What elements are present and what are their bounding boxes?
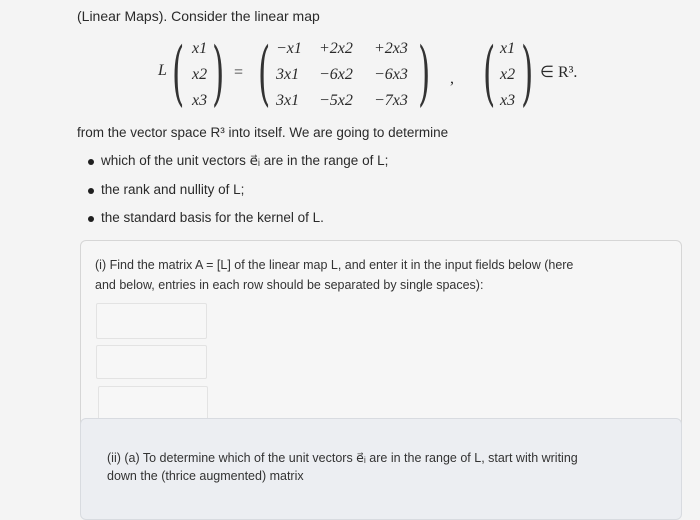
part-i-prompt-line2: and below, entries in each row should be separated by single spaces):	[95, 278, 484, 292]
right-paren: )	[418, 32, 431, 114]
left-paren: (	[483, 32, 496, 114]
matrix-row-1-input[interactable]	[96, 303, 207, 339]
left-paren: (	[258, 32, 271, 114]
bullet-dot	[88, 188, 94, 194]
problem-heading: (Linear Maps). Consider the linear map	[77, 8, 320, 24]
matrix-entry: −5x2	[319, 92, 353, 109]
matrix-entry: −6x2	[319, 66, 353, 83]
equals-sign: =	[234, 64, 244, 81]
matrix-entry: +2x3	[374, 40, 408, 57]
description-from-line: from the vector space R³ into itself. We are going to determine	[77, 125, 449, 140]
left-paren: (	[172, 32, 185, 114]
bullet-item: the standard basis for the kernel of L.	[101, 210, 324, 225]
part-i-prompt-line1: (i) Find the matrix A = [L] of the linear map L, and enter it in the input fields below (here	[95, 258, 574, 272]
vector-entry: x2	[192, 66, 208, 83]
right-paren: )	[521, 32, 534, 114]
bullet-dot	[88, 159, 94, 165]
comma: ,	[450, 70, 454, 87]
vector-entry: x3	[500, 92, 516, 109]
vector-entry: x1	[192, 40, 208, 57]
part-i-card	[80, 240, 682, 447]
bullet-dot	[88, 216, 94, 222]
matrix-entry: +2x2	[319, 40, 353, 57]
vector-entry: x3	[192, 92, 208, 109]
matrix-row-2-input[interactable]	[96, 345, 207, 379]
map-symbol: L	[158, 62, 167, 79]
bullet-item: the rank and nullity of L;	[101, 182, 245, 197]
vector-entry: x2	[500, 66, 516, 83]
matrix-entry: −x1	[276, 40, 302, 57]
matrix-entry: 3x1	[276, 66, 300, 83]
matrix-entry: −6x3	[374, 66, 408, 83]
right-paren: )	[212, 32, 225, 114]
part-ii-prompt-line2: down the (thrice augmented) matrix	[107, 469, 304, 483]
matrix-entry: −7x3	[374, 92, 408, 109]
matrix-entry: 3x1	[276, 92, 300, 109]
part-ii-prompt-line1: (ii) (a) To determine which of the unit vectors e⃗ᵢ are in the range of L, start with writing	[107, 451, 578, 465]
bullet-item: which of the unit vectors e⃗ᵢ are in the range of L;	[101, 153, 389, 168]
domain-label: ∈ R³.	[540, 64, 578, 81]
vector-entry: x1	[500, 40, 516, 57]
matrix-row-3-input[interactable]	[98, 386, 208, 420]
